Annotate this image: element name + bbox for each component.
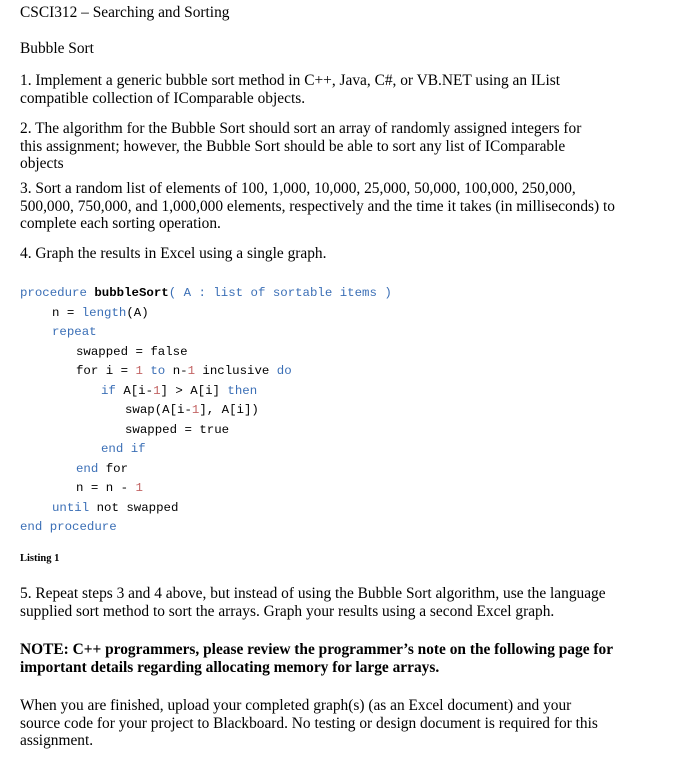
code-line: [52, 306, 149, 321]
code-line: [76, 364, 292, 379]
text-line: supplied sort method to sort the arrays. Graph your results using a second Excel graph.: [20, 602, 555, 620]
code-token: if: [101, 384, 124, 398]
code-token: ], A[i]): [199, 403, 259, 417]
instruction-3: [20, 180, 675, 233]
text-line: NOTE: C++ programmers, please review the programmer’s note on the following page for: [20, 641, 614, 658]
code-token: then: [227, 384, 258, 398]
code-token: 1: [135, 481, 143, 495]
code-token: 1: [153, 384, 161, 398]
text-line: 4. Graph the results in Excel using a single graph.: [20, 245, 327, 262]
instruction-5: [20, 585, 675, 620]
text-line: important details regarding allocating memory for large arrays.: [20, 658, 440, 676]
code-token: procedure: [20, 286, 95, 300]
text-line: 3. Sort a random list of elements of 100, 1,000, 10,000, 25,000, 50,000, 100,000, 250,000,: [20, 180, 576, 197]
code-token: 1: [187, 364, 195, 378]
code-token: n-: [172, 364, 188, 378]
code-token: for i =: [76, 364, 136, 378]
code-token: do: [276, 364, 292, 378]
code-token: ( A : list of sortable items ): [168, 286, 392, 300]
instruction-4: [20, 245, 675, 263]
code-token: A[i-: [123, 384, 154, 398]
code-token: until: [52, 501, 97, 515]
code-token: n = n -: [76, 481, 136, 495]
instruction-2: [20, 120, 675, 173]
code-token: swap(A[i-: [125, 403, 192, 417]
code-token: (A): [126, 306, 149, 320]
text-line: objects: [20, 155, 64, 172]
code-line: swapped = false: [76, 345, 188, 359]
text-line: assignment.: [20, 732, 94, 749]
code-line: [125, 403, 259, 418]
text-line: When you are finished, upload your completed graph(s) (as an Excel document) and your: [20, 697, 572, 714]
text-line: 500,000, 750,000, and 1,000,000 elements, respectively and the time it takes (in milliseconds) to: [20, 197, 615, 215]
code-token: length: [81, 306, 127, 320]
page-title: CSCI312 – Searching and Sorting: [20, 4, 230, 21]
text-line: source code for your project to Blackboard. No testing or design document is required for this: [20, 714, 598, 732]
code-token: end: [76, 462, 106, 476]
note: [20, 641, 675, 676]
text-line: complete each sorting operation.: [20, 215, 221, 232]
code-token: 1: [191, 403, 200, 417]
code-token: inclusive: [195, 364, 277, 378]
code-token: n =: [52, 306, 82, 320]
code-line: [101, 384, 257, 399]
text-line: 2. The algorithm for the Bubble Sort should sort an array of randomly assigned integers for: [20, 120, 582, 137]
listing-caption: Listing 1: [20, 553, 60, 564]
section-title: Bubble Sort: [20, 40, 94, 57]
code-line: end if: [101, 442, 146, 456]
code-token: to: [142, 364, 173, 378]
code-line: [52, 501, 178, 516]
code-token: for: [105, 462, 129, 476]
instruction-1: [20, 72, 675, 107]
code-token: ] > A[i]: [160, 384, 228, 398]
code-token: not swapped: [96, 501, 179, 515]
code-line: repeat: [52, 325, 97, 339]
code-line: swapped = true: [125, 423, 230, 437]
text-line: 1. Implement a generic bubble sort method in C++, Java, C#, or VB.NET using an IList: [20, 72, 560, 89]
text-line: 5. Repeat steps 3 and 4 above, but instead of using the Bubble Sort algorithm, use the language: [20, 585, 606, 602]
code-line: end procedure: [20, 520, 117, 534]
code-line: [20, 286, 392, 301]
closing-paragraph: [20, 697, 675, 750]
text-line: this assignment; however, the Bubble Sort should be able to sort any list of IComparable: [20, 137, 566, 155]
code-token: 1: [135, 364, 143, 378]
code-line: [76, 481, 143, 496]
text-line: compatible collection of IComparable objects.: [20, 89, 306, 107]
code-line: [76, 462, 128, 477]
code-token: bubbleSort: [94, 286, 169, 300]
